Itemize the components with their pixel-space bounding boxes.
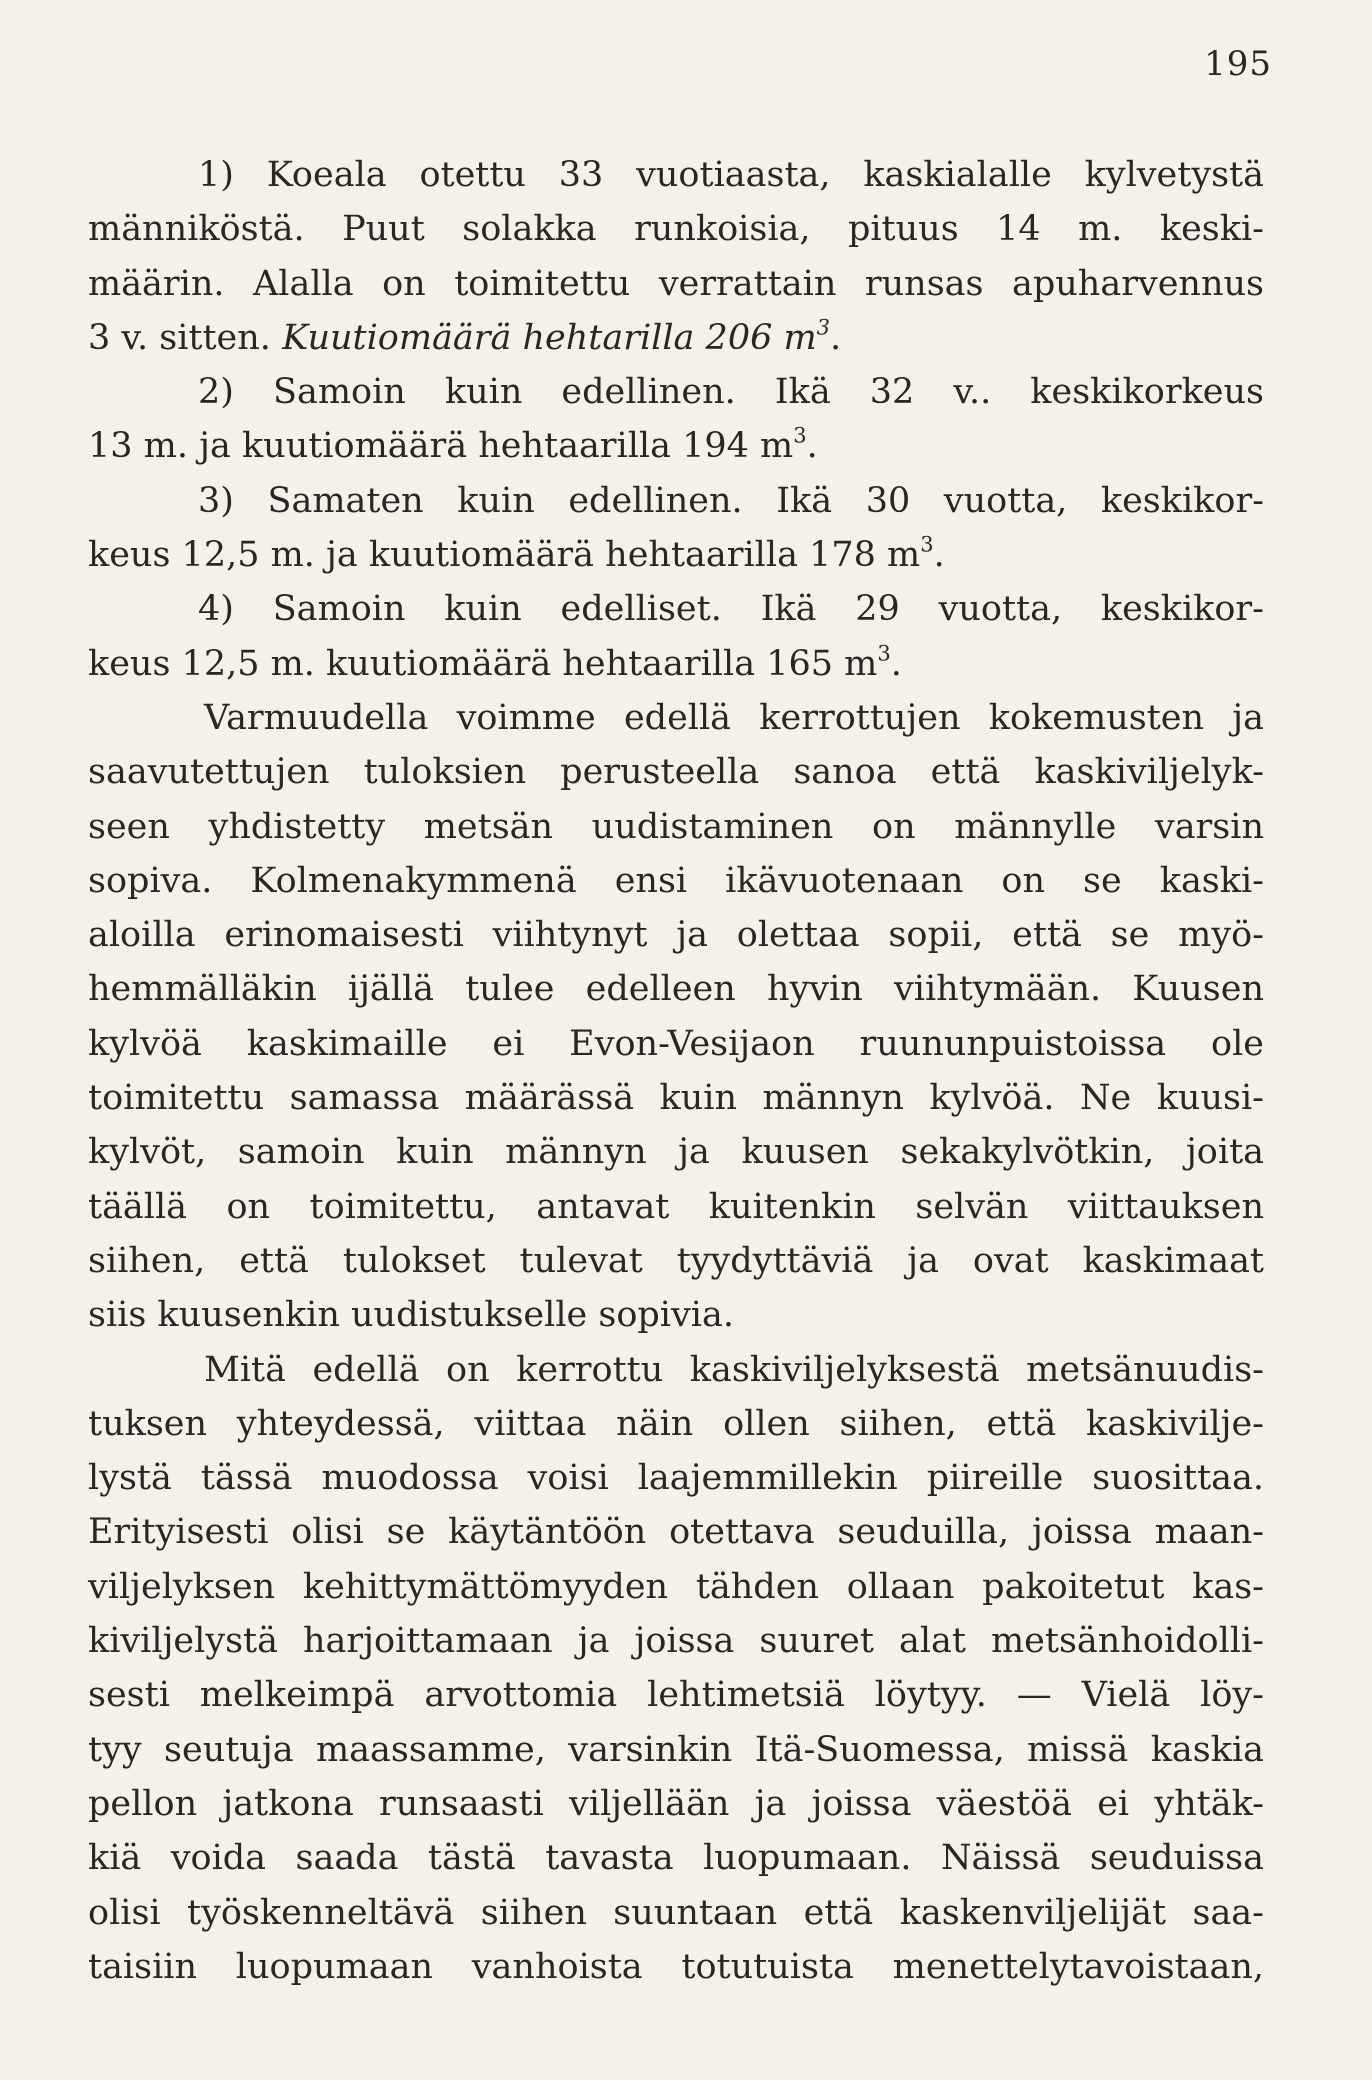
text-line: olisi työskenneltävä siihen suuntaan että kaskenviljelijät saa- — [88, 1892, 1264, 1933]
text-line: pellon jatkona runsaasti viljellään ja joissa väestöä ei yhtäk- — [88, 1783, 1264, 1824]
cubic-superscript: 3 — [920, 532, 934, 557]
italic-volume-note: Kuutiomäärä hehtarilla 206 m — [282, 317, 817, 358]
text-line: Erityisesti olisi se käytäntöön otettava seuduilla, joissa maan- — [88, 1512, 1264, 1553]
text-line: siihen, että tulokset tulevat tyydyttäviä ja ovat kaskimaat — [88, 1240, 1264, 1281]
text-line: lystä tässä muodossa voisi laajemmillekin piireille suosittaa. — [88, 1458, 1264, 1499]
text-line — [88, 637, 1264, 691]
text-line: sesti melkeimpä arvottomia lehtimetsiä löytyy. — Vielä löy- — [88, 1675, 1264, 1716]
text-line: viljelyksen kehittymättömyyden tähden ollaan pakoitetut kas- — [88, 1566, 1264, 1607]
text-line: taisiin luopumaan vanhoista totutuista menettelytavoistaan, — [88, 1946, 1264, 1987]
text-segment: keus 12,5 m. ja kuutiomäärä hehtaarilla 178 m — [88, 535, 921, 576]
text-line: sopiva. Kolmenakymmenä ensi ikävuotenaan on se kaski- — [88, 860, 1264, 901]
text-line: toimitettu samassa määrässä kuin männyn kylvöä. Ne kuusi- — [88, 1078, 1264, 1119]
text-line: kiviljelystä harjoittamaan ja joissa suuret alat metsänhoidolli- — [88, 1621, 1264, 1662]
text-line: 4) Samoin kuin edelliset. Ikä 29 vuotta, keskikor- — [198, 589, 1264, 630]
text-line: tyy seutuja maassamme, varsinkin Itä-Suomessa, missä kaskia — [88, 1729, 1264, 1770]
text-line: aloilla erinomaisesti viihtynyt ja olettaa sopii, että se myö- — [88, 915, 1264, 956]
page-number: 195 — [1204, 44, 1272, 84]
line-period: . — [890, 643, 902, 684]
text-line: Mitä edellä on kerrottu kaskiviljelyksestä metsänuudis- — [204, 1349, 1264, 1390]
line-period: . — [933, 535, 945, 576]
text-line: määrin. Alalla on toimitettu verrattain runsas apuharvennus — [88, 263, 1264, 304]
body-text — [88, 148, 1264, 1994]
text-segment: 3 v. sitten. — [88, 317, 271, 358]
text-line: 3) Samaten kuin edellinen. Ikä 30 vuotta, keskikor- — [198, 480, 1264, 521]
text-line: hemmälläkin ijällä tulee edelleen hyvin viihtymään. Kuusen — [88, 969, 1264, 1010]
text-line: tuksen yhteydessä, viittaa näin ollen siihen, että kaskivilje- — [88, 1403, 1264, 1444]
text-line: seen yhdistetty metsän uudistaminen on männylle varsin — [88, 806, 1264, 847]
text-line: kylvöt, samoin kuin männyn ja kuusen sekakylvötkin, joita — [88, 1132, 1264, 1173]
text-line: Varmuudella voimme edellä kerrottujen kokemusten ja — [204, 697, 1264, 738]
text-line: männiköstä. Puut solakka runkoisia, pituus 14 m. keski- — [88, 209, 1264, 250]
text-line: saavutettujen tuloksien perusteella sanoa että kaskiviljelyk- — [88, 752, 1264, 793]
cubic-superscript: 3 — [816, 315, 831, 340]
text-segment: 13 m. ja kuutiomäärä hehtaarilla 194 m — [88, 426, 794, 467]
text-segment: keus 12,5 m. kuutiomäärä hehtaarilla 165 m — [88, 643, 878, 684]
cubic-superscript: 3 — [793, 423, 807, 448]
text-line — [88, 419, 1264, 473]
text-line: siis kuusenkin uudistukselle sopivia. — [88, 1295, 734, 1336]
cubic-superscript: 3 — [877, 640, 891, 665]
text-line — [88, 528, 1264, 582]
text-line: 2) Samoin kuin edellinen. Ikä 32 v.. keskikorkeus — [198, 372, 1264, 413]
line-period: . — [830, 317, 842, 358]
text-line: 1) Koeala otettu 33 vuotiaasta, kaskialalle kylvetystä — [198, 155, 1264, 195]
text-line: kylvöä kaskimaille ei Evon-Vesijaon ruununpuistoissa ole — [88, 1023, 1264, 1064]
line-period: . — [806, 426, 818, 467]
text-line: täällä on toimitettu, antavat kuitenkin selvän viittauksen — [88, 1186, 1264, 1227]
text-line — [88, 311, 1264, 365]
text-line: kiä voida saada tästä tavasta luopumaan. Näissä seuduissa — [88, 1838, 1264, 1879]
